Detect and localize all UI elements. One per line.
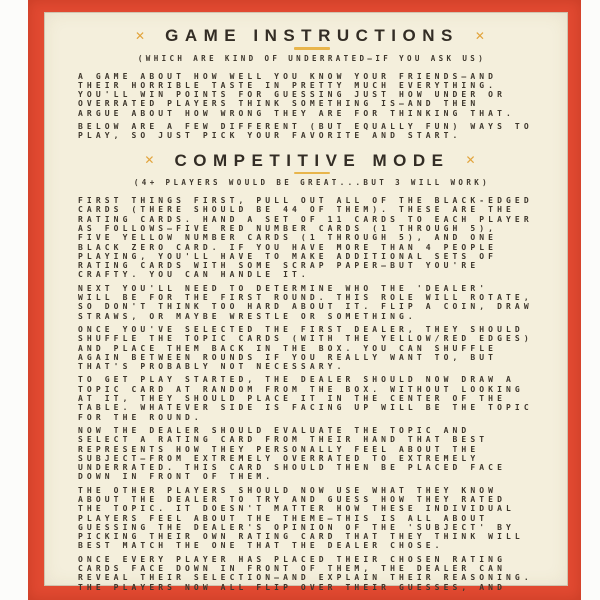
- text-line: YOU'LL WIN POINTS FOR GUESSING JUST HOW UNDER OR: [78, 90, 506, 100]
- section-header: [78, 151, 546, 189]
- text-line: THE OTHER PLAYERS SHOULD NOW USE WHAT THEY KNOW: [78, 485, 498, 495]
- text-line: THEIR HORRIBLE TASTE IN PRETTY MUCH EVERYTHING.: [78, 80, 498, 90]
- text-line: ABOUT THE DEALER TO TRY AND GUESS HOW THEY RATED: [78, 494, 506, 504]
- text-line: SELECT A RATING CARD FROM THEIR HAND THAT BEST: [78, 435, 489, 445]
- instructions-content: [78, 20, 546, 592]
- section-subtitle: (4+ PLAYERS WOULD BE GREAT...BUT 3 WILL WORK): [133, 178, 491, 188]
- text-line: PLAY, SO JUST PICK YOUR FAVORITE AND START.: [78, 131, 462, 141]
- section-header-row: [78, 26, 546, 45]
- text-line: PLAYING, YOU'LL HAVE TO MAKE ADDITIONAL SETS OF: [78, 251, 498, 261]
- section-header-row: [78, 151, 546, 170]
- text-line: PICKING THEIR OWN RATING CARD THAT THEY THINK WILL: [78, 532, 524, 542]
- text-line: AS FOLLOWS—FIVE RED NUMBER CARDS (1 THROUGH 5),: [78, 223, 498, 233]
- text-line: NEXT YOU'LL NEED TO DETERMINE WHO THE 'DEALER': [78, 283, 489, 293]
- section-title: COMPETITIVE MODE: [174, 150, 450, 170]
- x-mark-icon: ✕: [474, 28, 490, 43]
- text-line: WILL BE FOR THE FIRST ROUND. THIS ROLE WILL ROTATE,: [78, 293, 533, 303]
- paragraph: [78, 72, 546, 118]
- text-line: ONCE EVERY PLAYER HAS PLACED THEIR CHOSEN RATING: [78, 554, 506, 564]
- text-line: TOPIC CARD AT RANDOM FROM THE BOX. WITHOUT LOOKING: [78, 384, 524, 394]
- text-line: GUESSING THE DEALER'S OPINION OF THE 'SUBJECT' BY: [78, 522, 515, 532]
- text-line: CARDS FACE DOWN IN FRONT OF THEM, THE DEALER CAN: [78, 564, 506, 574]
- text-line: SHUFFLE THE TOPIC CARDS (WITH THE YELLOW/RED EDGES): [78, 334, 533, 344]
- paragraph: [78, 426, 546, 482]
- text-line: UNDERRATED. THIS CARD SHOULD THEN BE PLACED FACE: [78, 463, 506, 473]
- x-mark-icon: ✕: [134, 28, 150, 43]
- text-line: BLACK ZERO CARD. IF YOU HAVE MORE THAN 4 PEOPLE: [78, 242, 498, 252]
- paragraph: [78, 284, 546, 321]
- x-mark-icon: ✕: [144, 153, 159, 168]
- x-mark-icon: ✕: [465, 153, 480, 168]
- text-line: FIVE YELLOW NUMBER CARDS (1 THROUGH 5), AND ONE: [78, 233, 498, 243]
- text-line: NOW THE DEALER SHOULD EVALUATE THE TOPIC AND: [78, 425, 471, 435]
- text-line: A GAME ABOUT HOW WELL YOU KNOW YOUR FRIENDS—AND: [78, 71, 498, 81]
- section-header: [78, 26, 546, 64]
- text-line: TABLE. WHATEVER SIDE IS FACING UP WILL BE THE TOPIC: [78, 403, 533, 413]
- text-line: BELOW ARE A FEW DIFFERENT (BUT EQUALLY FUN) WAYS TO: [78, 121, 533, 131]
- text-line: THE TOPIC. IT DOESN'T MATTER HOW THESE INDIVIDUAL: [78, 504, 515, 514]
- text-line: SUBJECT—FROM EXTREMELY OVERRATED TO EXTREMELY: [78, 453, 480, 463]
- text-line: FIRST THINGS FIRST, PULL OUT ALL OF THE BLACK-EDGED: [78, 196, 533, 206]
- section-subtitle: (WHICH ARE KIND OF UNDERRATED—IF YOU ASK US): [137, 53, 487, 63]
- card-red-border: [28, 0, 581, 600]
- paragraph: [78, 486, 546, 551]
- text-line: RATING CARDS WITH SOME SCRAP PAPER—BUT YOU'RE: [78, 261, 480, 271]
- title-underline: [294, 172, 330, 175]
- text-line: DOWN IN FRONT OF THEM.: [78, 472, 275, 482]
- text-line: THAT'S PROBABLY NOT NECESSARY.: [78, 362, 346, 372]
- text-line: BEST MATCH THE ONE THAT THE DEALER CHOSE.: [78, 541, 444, 551]
- text-line: OVERRATED PLAYERS THINK SOMETHING IS—AND THEN: [78, 99, 480, 109]
- text-line: AT IT, THEY SHOULD PLACE IT IN THE CENTER OF THE: [78, 394, 506, 404]
- paragraph: [78, 325, 546, 371]
- text-line: PLAYERS FEEL ABOUT THE THEME—THIS IS ALL ABOUT: [78, 513, 489, 523]
- text-line: AND PLACE THEM BACK IN THE BOX. YOU CAN SHUFFLE: [78, 343, 498, 353]
- title-underline: [294, 47, 330, 50]
- text-line: AGAIN BETWEEN ROUNDS IF YOU REALLY WANT TO, BUT: [78, 352, 498, 362]
- paragraph: [78, 196, 546, 280]
- text-line: REVEAL THEIR SELECTION—AND EXPLAIN THEIR REASONING.: [78, 573, 533, 583]
- text-line: CRAFTY. YOU CAN HANDLE IT.: [78, 270, 310, 280]
- text-line: SO DON'T THINK TOO HARD ABOUT IT. FLIP A COIN, DRAW: [78, 302, 533, 312]
- text-line: THE PLAYERS NOW ALL FLIP OVER THEIR GUESSES, AND: [78, 582, 506, 592]
- text-line: TO GET PLAY STARTED, THE DEALER SHOULD NOW DRAW A: [78, 375, 515, 385]
- paragraph: [78, 122, 546, 141]
- text-line: ARGUE ABOUT HOW WRONG THEY ARE FOR THINKING THAT.: [78, 108, 515, 118]
- paragraph: [78, 375, 546, 421]
- paragraph: [78, 555, 546, 592]
- text-line: REPRESENTS HOW THEY PERSONALLY FEEL ABOUT THE: [78, 444, 480, 454]
- text-line: FOR THE ROUND.: [78, 412, 203, 422]
- text-line: CARDS (THERE SHOULD BE 44 OF THEM). THESE ARE THE: [78, 205, 515, 215]
- instructions-page: [44, 12, 568, 592]
- section-title: GAME INSTRUCTIONS: [165, 26, 459, 45]
- text-line: ONCE YOU'VE SELECTED THE FIRST DEALER, THEY SHOULD: [78, 324, 524, 334]
- text-line: STRAWS, OR MAYBE WRESTLE OR SOMETHING.: [78, 311, 417, 321]
- text-line: RATING CARDS. HAND A SET OF 11 CARDS TO EACH PLAYER: [78, 214, 533, 224]
